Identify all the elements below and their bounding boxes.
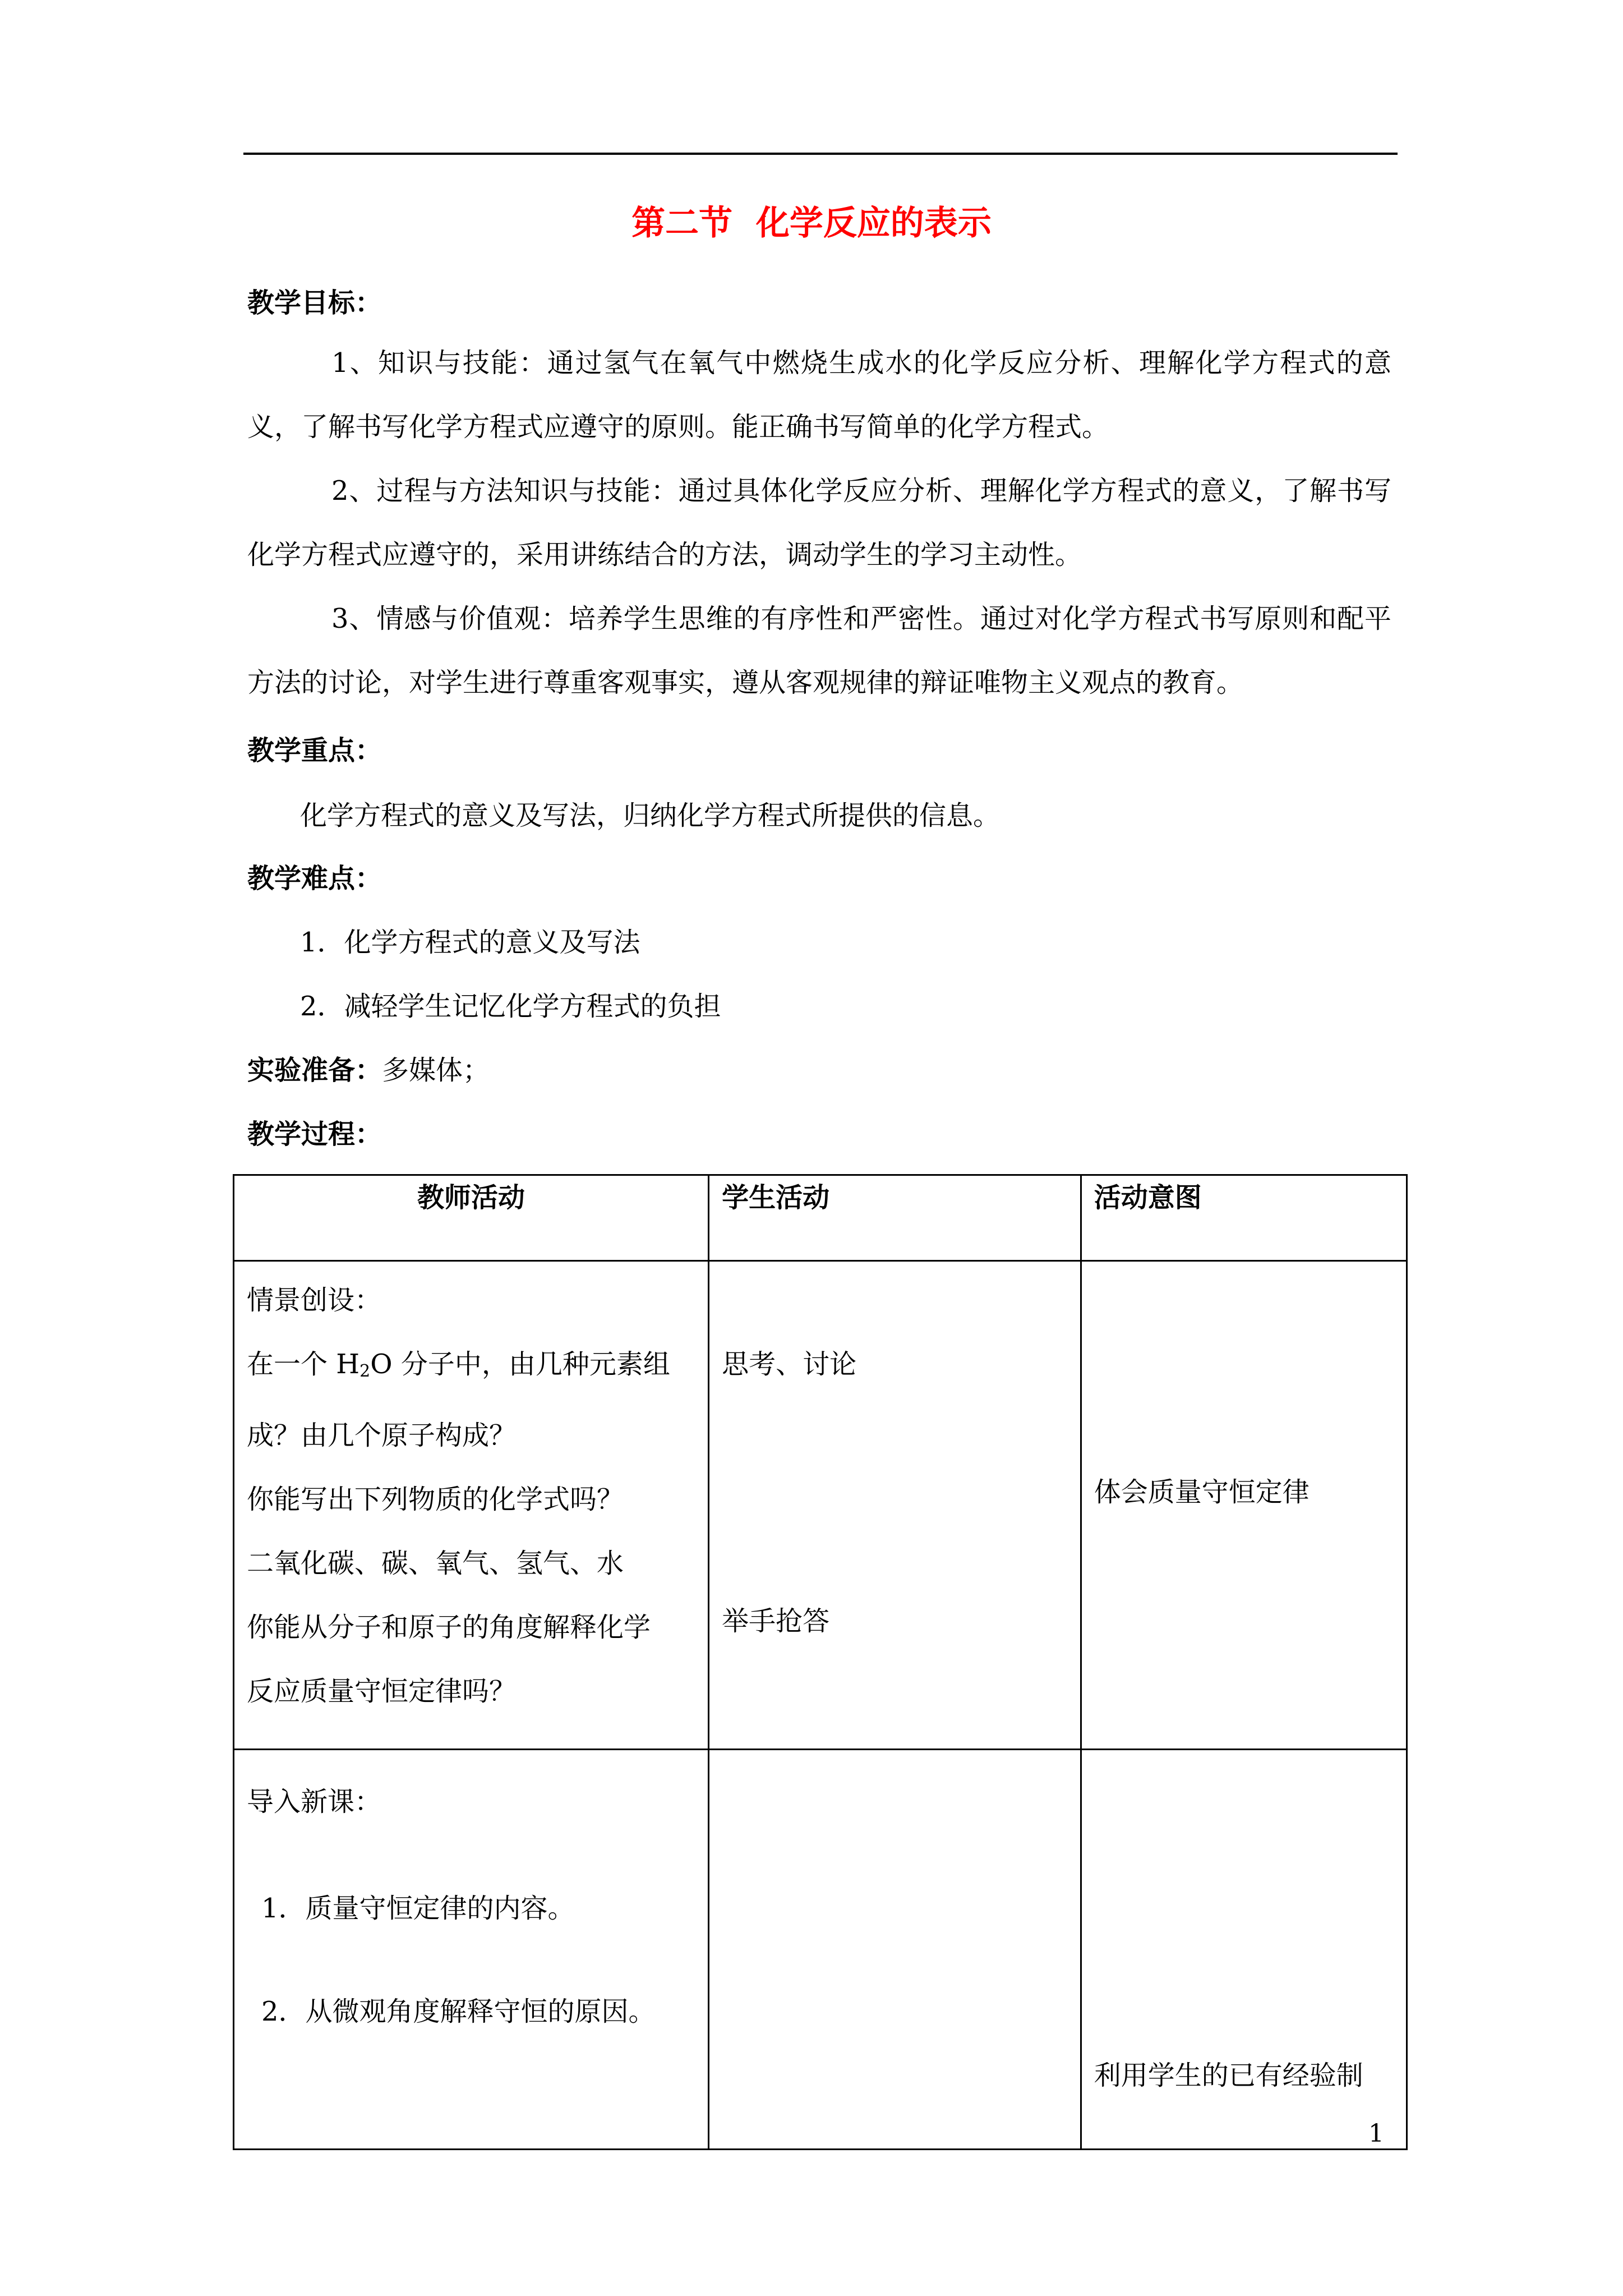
teacher-line: 2．从微观角度解释守恒的原因。 bbox=[261, 1996, 656, 2027]
teacher-activity-cell bbox=[234, 1750, 709, 2150]
teacher-line: 成？由几个原子构成？ bbox=[247, 1420, 517, 1451]
teacher-activity-cell bbox=[234, 1261, 709, 1750]
student-activity-cell bbox=[709, 1261, 1081, 1750]
teacher-line: 在一个 $H_2O$ 分子中，由几种元素组 bbox=[247, 1349, 670, 1381]
preparation-heading: 实验准备： bbox=[247, 1055, 382, 1086]
key-points-heading: 教学重点： bbox=[247, 735, 382, 766]
table-row bbox=[234, 1750, 1407, 2150]
table-row bbox=[234, 1261, 1407, 1750]
activity-intent: 利用学生的已有经验制 bbox=[1094, 2060, 1363, 2091]
page-title: 第二节 化学反应的表示 bbox=[631, 204, 992, 243]
teacher-line: 二氧化碳、碳、氧气、氢气、水 bbox=[247, 1548, 624, 1579]
difficulties-heading: 教学难点： bbox=[247, 863, 382, 894]
header-rule bbox=[243, 153, 1398, 155]
column-header-teacher: 教师活动 bbox=[234, 1175, 709, 1261]
preparation-line bbox=[247, 1052, 490, 1088]
difficulty-2: 2．减轻学生记忆化学方程式的负担 bbox=[300, 991, 721, 1022]
objectives-heading: 教学目标： bbox=[247, 287, 382, 319]
objective-2: 2、过程与方法知识与技能：通过具体化学反应分析、理解化学方程式的意义，了解书写化学方程式应遵守的，采用讲练结合的方法，调动学生的学习主动性。 bbox=[247, 475, 1391, 570]
page-number: 1 bbox=[1368, 2119, 1384, 2148]
preparation-text: 多媒体； bbox=[382, 1055, 490, 1086]
intent-cell bbox=[1081, 1261, 1407, 1750]
intent-cell bbox=[1081, 1750, 1407, 2150]
process-table bbox=[233, 1174, 1408, 2150]
student-activity: 举手抢答 bbox=[722, 1605, 830, 1637]
teacher-line: 你能从分子和原子的角度解释化学 bbox=[247, 1612, 651, 1643]
activity-intent: 体会质量守恒定律 bbox=[1094, 1476, 1310, 1508]
teacher-line: 你能写出下列物质的化学式吗？ bbox=[247, 1484, 624, 1515]
column-header-intent: 活动意图 bbox=[1081, 1175, 1407, 1261]
table-header-row bbox=[234, 1175, 1407, 1261]
objective-1: 1、知识与技能：通过氢气在氧气中燃烧生成水的化学反应分析、理解化学方程式的意义，了解书写化学方程式应遵守的原则。能正确书写简单的化学方程式。 bbox=[247, 347, 1391, 443]
key-points-text: 化学方程式的意义及写法，归纳化学方程式所提供的信息。 bbox=[300, 800, 1000, 831]
teacher-line: 导入新课： bbox=[247, 1786, 382, 1818]
column-header-student: 学生活动 bbox=[709, 1175, 1081, 1261]
process-heading: 教学过程： bbox=[247, 1119, 382, 1150]
teacher-line: 反应质量守恒定律吗？ bbox=[247, 1676, 517, 1707]
teacher-line: 情景创设： bbox=[247, 1285, 382, 1316]
teacher-line: 1．质量守恒定律的内容。 bbox=[261, 1893, 575, 1924]
objective-3: 3、情感与价值观：培养学生思维的有序性和严密性。通过对化学方程式书写原则和配平方法的讨论，对学生进行尊重客观事实，遵从客观规律的辩证唯物主义观点的教育。 bbox=[247, 603, 1391, 698]
difficulty-1: 1．化学方程式的意义及写法 bbox=[300, 927, 640, 958]
student-activity: 思考、讨论 bbox=[722, 1349, 857, 1380]
student-activity-cell bbox=[709, 1750, 1081, 2150]
